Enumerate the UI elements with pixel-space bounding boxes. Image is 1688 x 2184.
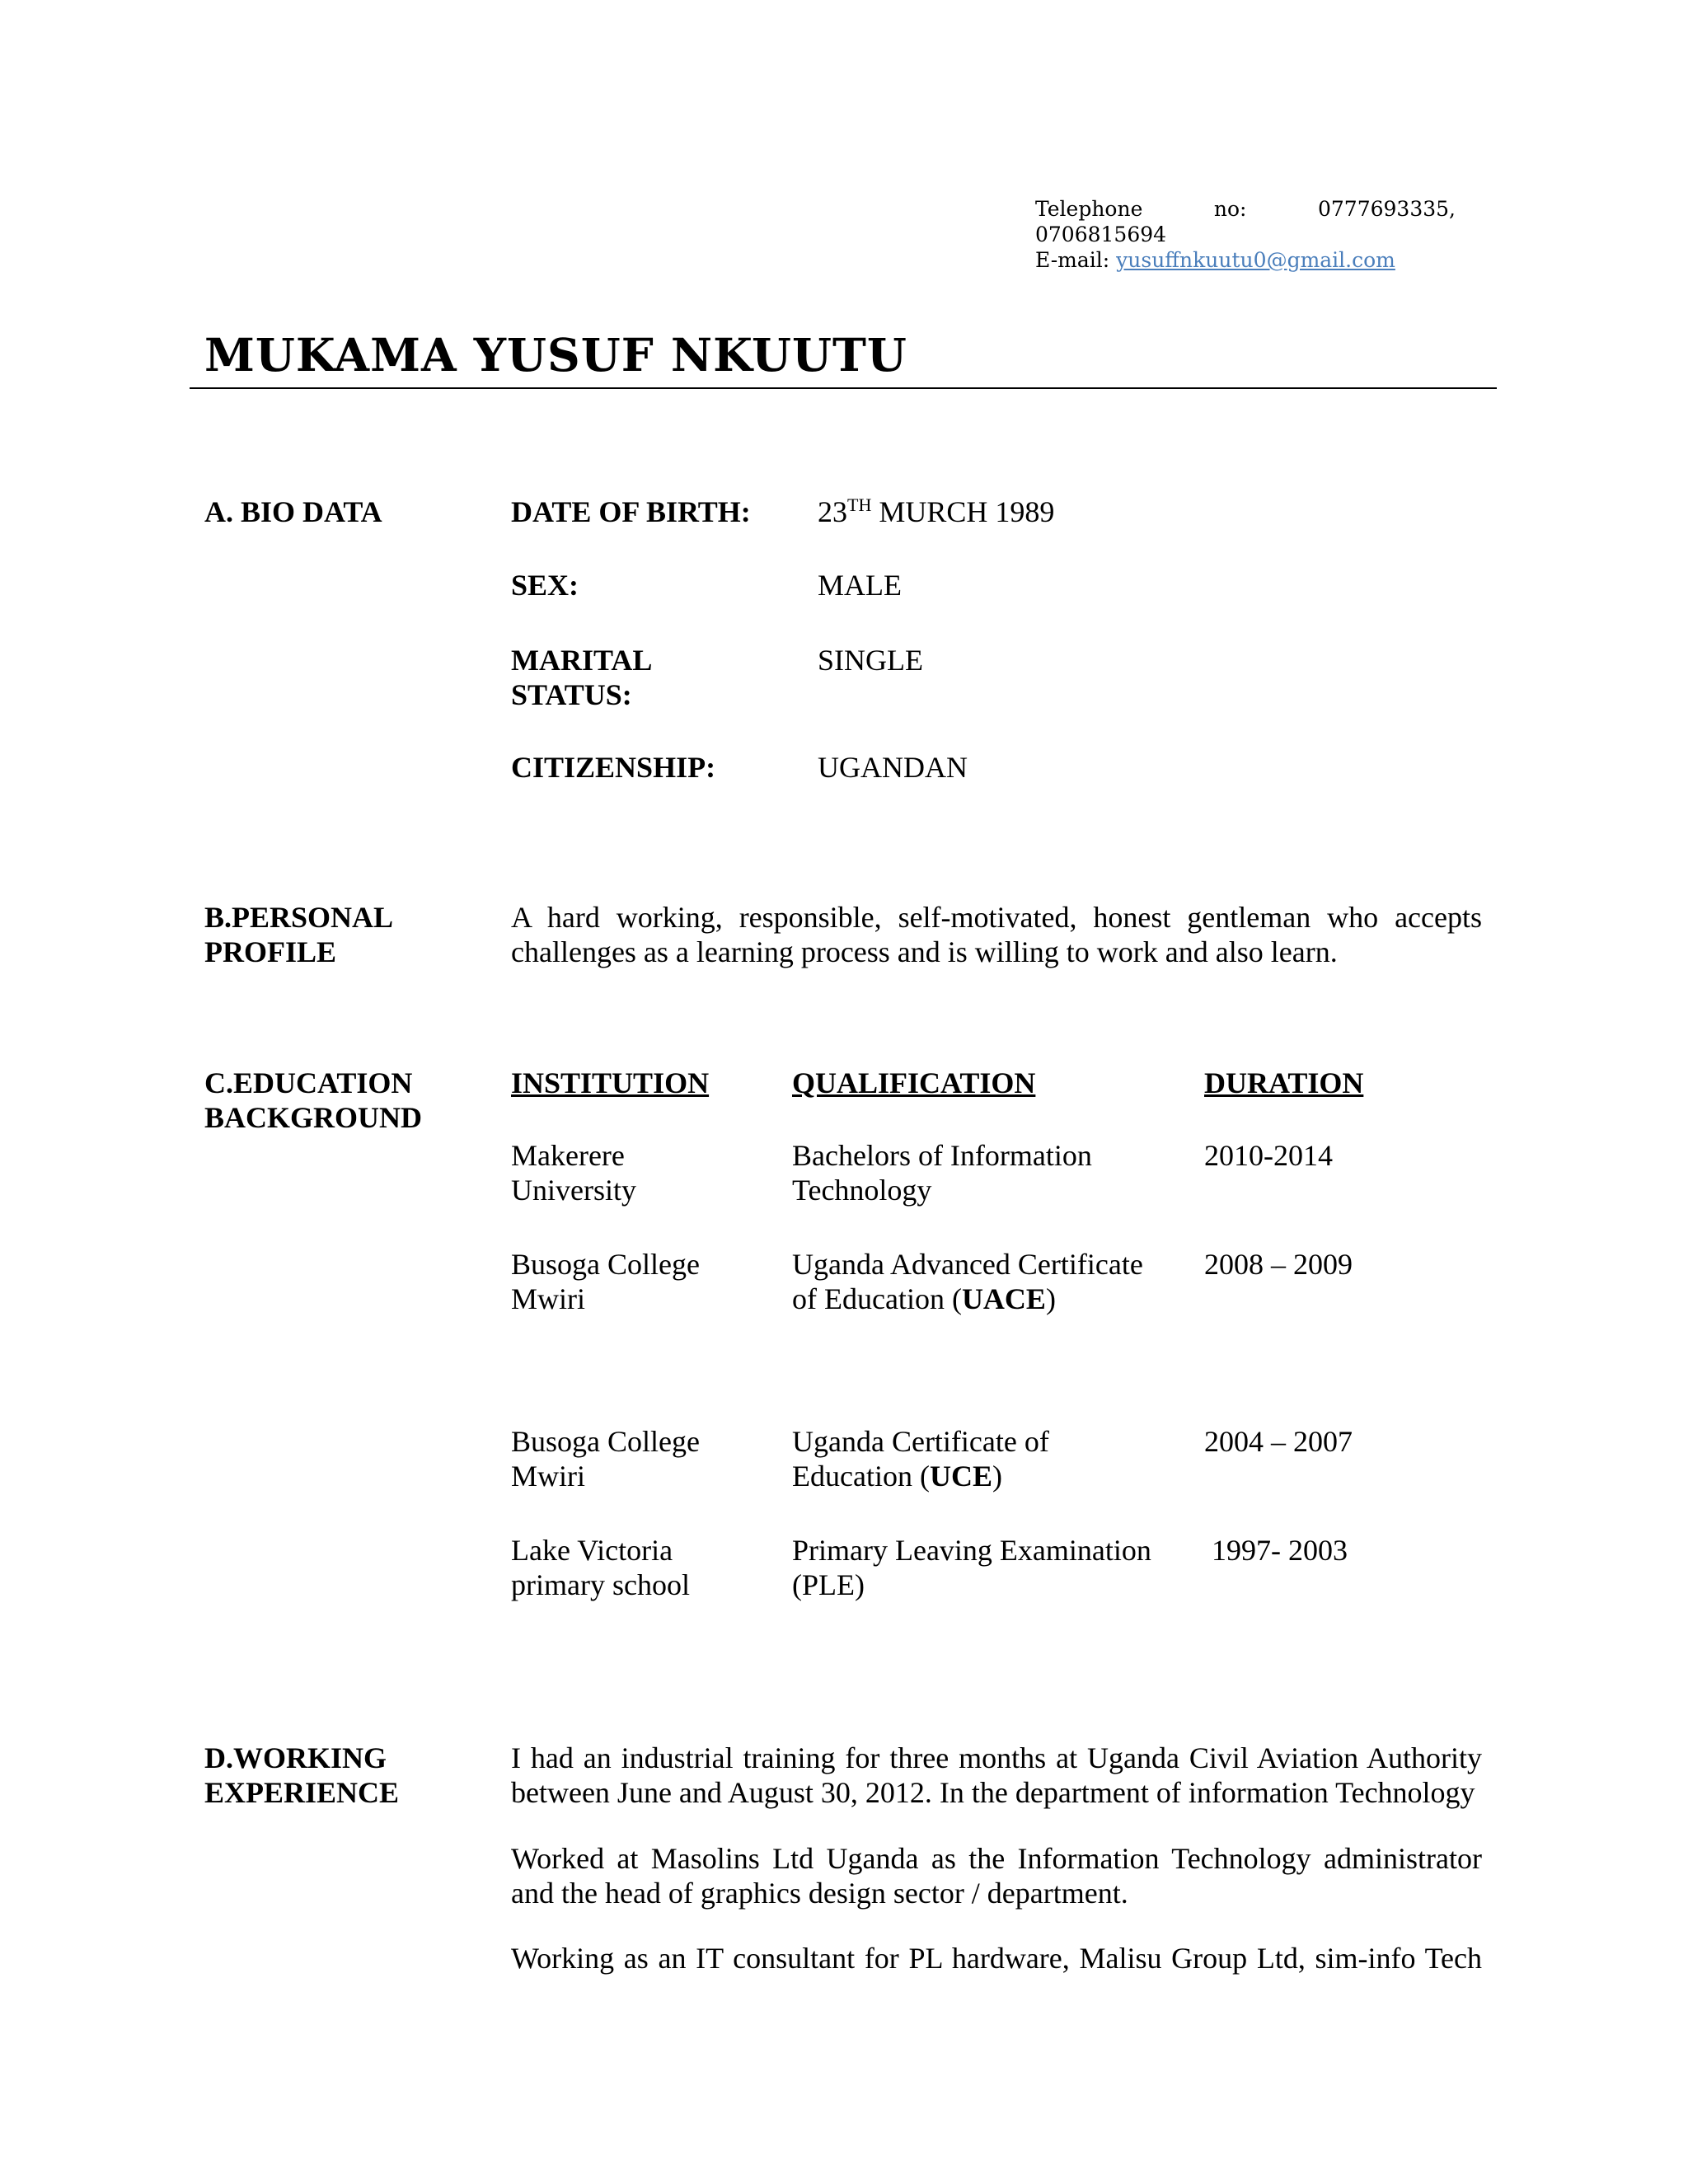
phone-number-primary: 0777693335, bbox=[1317, 197, 1456, 221]
applicant-name: MUKAMA YUSUF NKUUTU bbox=[204, 328, 907, 382]
qualification-text: of Education ( bbox=[792, 1282, 962, 1315]
institution-line-1: Busoga College bbox=[511, 1248, 700, 1281]
education-row-duration: 1997- 2003 bbox=[1204, 1534, 1348, 1567]
experience-heading-line-1: D.WORKING bbox=[204, 1741, 387, 1774]
citizenship-label: CITIZENSHIP: bbox=[511, 751, 716, 784]
qualification-line-2 bbox=[792, 1459, 1188, 1493]
marital-label-line-1: MARITAL bbox=[511, 644, 653, 677]
education-row-institution bbox=[511, 1533, 783, 1602]
education-row-duration: 2010-2014 bbox=[1204, 1139, 1333, 1172]
education-heading-line-1: C.EDUCATION bbox=[204, 1066, 413, 1099]
marital-status-label bbox=[511, 643, 652, 712]
institution-line-2: Mwiri bbox=[511, 1460, 585, 1493]
qualification-text: ) bbox=[992, 1460, 1002, 1493]
citizenship-value: UGANDAN bbox=[818, 751, 968, 784]
personal-profile-text: A hard working, responsible, self-motivated, honest gentleman who accepts challenges as a learning process and is willing to work and also learn. bbox=[511, 901, 1482, 968]
experience-heading-line-2: EXPERIENCE bbox=[204, 1776, 400, 1809]
institution-line-2: primary school bbox=[511, 1568, 690, 1601]
phone-label: Telephone bbox=[1035, 197, 1143, 221]
qualification-abbreviation: UCE bbox=[929, 1460, 992, 1493]
experience-paragraph: Working as an IT consultant for PL hardware, Malisu Group Ltd, sim-info Tech bbox=[511, 1942, 1482, 1975]
qualification-abbreviation: UACE bbox=[961, 1282, 1046, 1315]
dob-label: DATE OF BIRTH: bbox=[511, 495, 751, 528]
experience-paragraph: Worked at Masolins Ltd Uganda as the Information Technology administrator and the head of graphics design sector / department. bbox=[511, 1842, 1482, 1910]
education-heading-line-2: BACKGROUND bbox=[204, 1101, 423, 1134]
qualification-line-1: Uganda Advanced Certificate bbox=[792, 1248, 1143, 1281]
institution-line-2: Mwiri bbox=[511, 1282, 585, 1315]
institution-line-2: University bbox=[511, 1174, 636, 1207]
education-row-institution bbox=[511, 1138, 783, 1207]
education-row-qualification bbox=[792, 1247, 1188, 1316]
dob-day: 23 bbox=[818, 495, 847, 528]
contact-block bbox=[1035, 196, 1456, 273]
sex-value: MALE bbox=[818, 569, 902, 602]
education-row-qualification bbox=[792, 1138, 1188, 1207]
qualification-line-1: Uganda Certificate of bbox=[792, 1425, 1049, 1458]
education-row-qualification bbox=[792, 1424, 1188, 1493]
section-working-experience-heading bbox=[204, 1741, 399, 1810]
qualification-text: Education ( bbox=[792, 1460, 930, 1493]
email-line bbox=[1035, 247, 1456, 273]
experience-paragraph: I had an industrial training for three months at Uganda Civil Aviation Authority between June and August 30, 2012. In the department of information Technology bbox=[511, 1741, 1482, 1809]
dob-value bbox=[818, 494, 1054, 529]
education-row-duration: 2008 – 2009 bbox=[1204, 1248, 1353, 1281]
education-row-qualification bbox=[792, 1533, 1188, 1602]
profile-heading-line-1: B.PERSONAL bbox=[204, 901, 394, 934]
education-header-institution: INSTITUTION bbox=[511, 1066, 710, 1099]
education-header-duration: DURATION bbox=[1204, 1066, 1364, 1099]
institution-line-1: Busoga College bbox=[511, 1425, 700, 1458]
marital-label-line-2: STATUS: bbox=[511, 678, 632, 711]
email-label: E-mail: bbox=[1035, 248, 1110, 272]
marital-status-value: SINGLE bbox=[818, 644, 923, 677]
phone-no-label: no: bbox=[1213, 197, 1247, 221]
section-bio-data-heading: A. BIO DATA bbox=[204, 495, 382, 528]
education-row-institution bbox=[511, 1424, 783, 1493]
name-divider bbox=[190, 387, 1497, 389]
email-link[interactable]: yusuffnkuutu0@gmail.com bbox=[1116, 248, 1395, 272]
section-education-heading bbox=[204, 1066, 422, 1135]
sex-label: SEX: bbox=[511, 569, 579, 602]
education-header-qualification: QUALIFICATION bbox=[792, 1066, 1036, 1099]
dob-ordinal: TH bbox=[847, 494, 872, 515]
qualification-line-1: Bachelors of Information bbox=[792, 1139, 1092, 1172]
education-row-duration: 2004 – 2007 bbox=[1204, 1425, 1353, 1458]
qualification-line-2: Technology bbox=[792, 1174, 932, 1207]
phone-line bbox=[1035, 196, 1456, 222]
qualification-text: ) bbox=[1045, 1282, 1056, 1315]
qualification-line-2 bbox=[792, 1282, 1188, 1316]
profile-heading-line-2: PROFILE bbox=[204, 935, 337, 968]
phone-number-secondary: 0706815694 bbox=[1035, 223, 1167, 246]
institution-line-1: Lake Victoria bbox=[511, 1534, 673, 1567]
education-row-institution bbox=[511, 1247, 783, 1316]
dob-month-year: MURCH 1989 bbox=[871, 495, 1055, 528]
institution-line-1: Makerere bbox=[511, 1139, 625, 1172]
qualification-line-2: (PLE) bbox=[792, 1568, 865, 1601]
qualification-line-1: Primary Leaving Examination bbox=[792, 1534, 1151, 1567]
section-personal-profile-heading bbox=[204, 900, 393, 969]
